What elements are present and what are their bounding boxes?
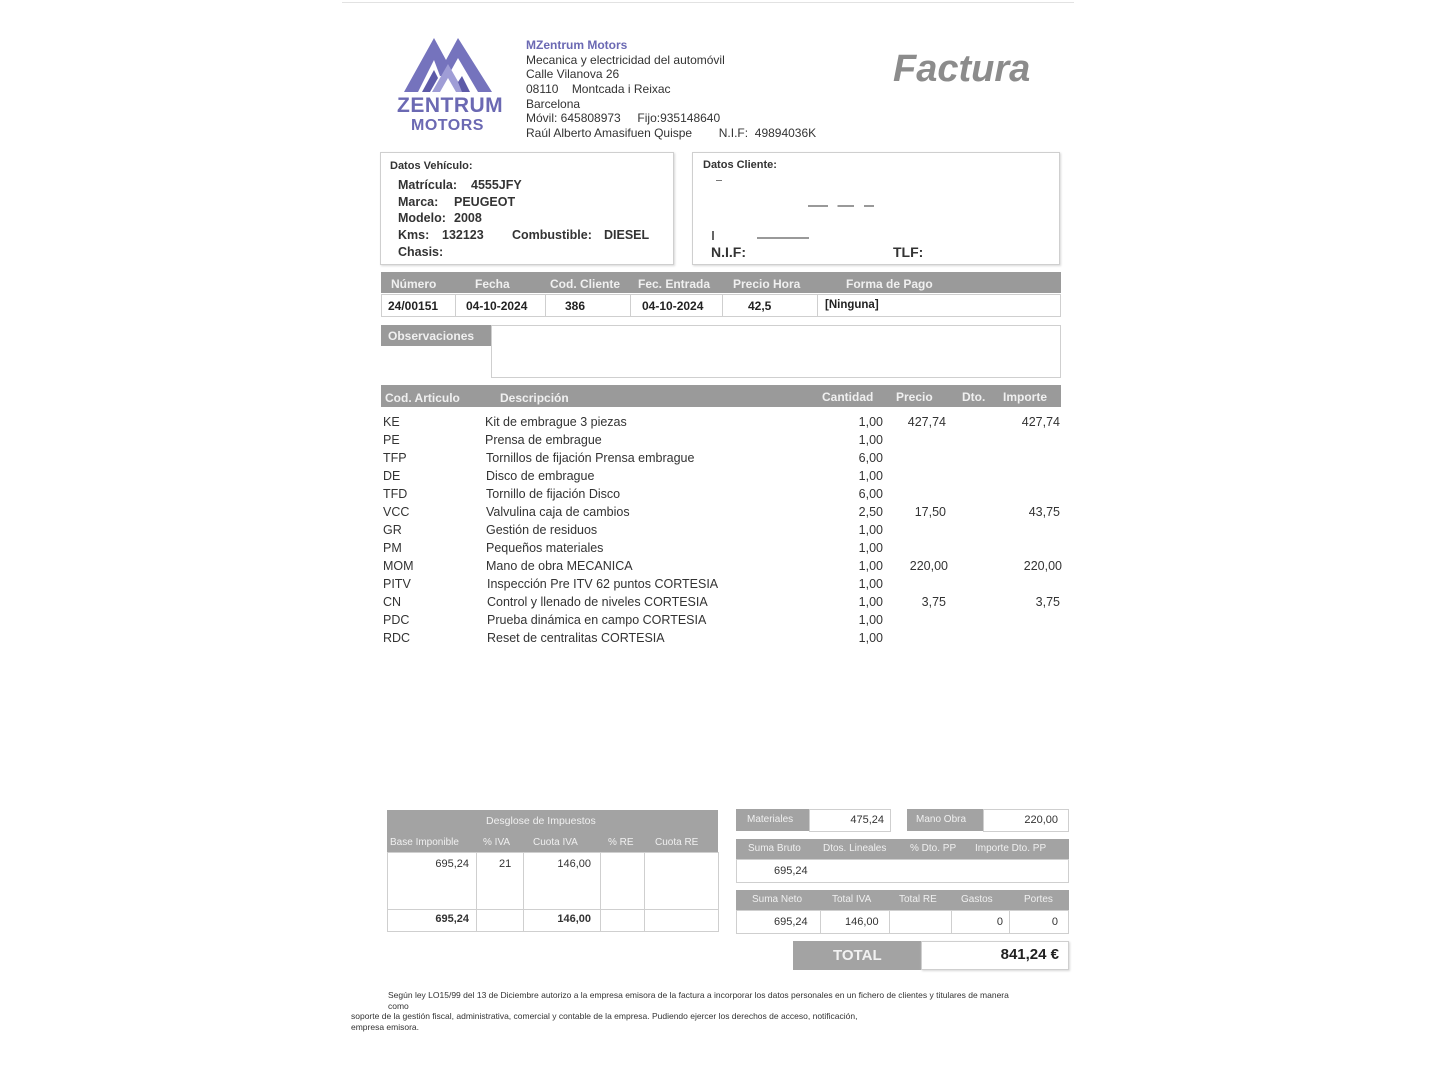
table-row: [0, 559, 1440, 577]
table-row: [0, 595, 1440, 613]
divider: [455, 294, 456, 316]
numero-value: 24/00151: [388, 299, 439, 313]
col-fec-entrada: Fec. Entrada: [638, 277, 711, 291]
portes-label: Portes: [1024, 894, 1053, 905]
total-iva-value: 146,00: [845, 916, 879, 928]
item-cod: PE: [383, 433, 400, 447]
divider: [722, 294, 723, 316]
dto-pp-label: % Dto. PP: [910, 843, 957, 854]
item-cantidad: 1,00: [858, 523, 883, 537]
items-header-bar: [381, 385, 1061, 407]
company-line: Raúl Alberto Amasifuen Quispe N.I.F: 49894036K: [526, 126, 817, 140]
suma-neto-label: Suma Neto: [752, 894, 803, 905]
col-fecha: Fecha: [475, 277, 510, 291]
table-row: [0, 433, 1440, 451]
mano-obra-label: Mano Obra: [916, 814, 967, 825]
item-precio: 427,74: [907, 415, 946, 429]
taxes-col-base: Base Imponible: [390, 837, 459, 848]
table-row: [0, 451, 1440, 469]
legal-text: soporte de la gestión fiscal, administrativa, comercial y contable de la empresa. Pudiendo ejercer los derechos de acceso, notificación,: [351, 1011, 858, 1021]
company-line: Mecanica y electricidad del automóvil: [526, 53, 725, 67]
item-cod: PITV: [383, 577, 411, 591]
col-numero: Número: [391, 277, 437, 291]
redaction-mark: [757, 237, 809, 239]
gastos-value: 0: [996, 916, 1003, 928]
items-col-cantidad: Cantidad: [822, 390, 874, 404]
item-cantidad: 1,00: [858, 541, 883, 555]
items-col-desc: Descripción: [500, 391, 569, 405]
item-cod: TFP: [383, 451, 407, 465]
item-importe: 43,75: [1028, 505, 1060, 519]
table-row: [0, 487, 1440, 505]
col-cod-cliente: Cod. Cliente: [550, 277, 621, 291]
item-importe: 427,74: [1021, 415, 1060, 429]
item-cantidad: 1,00: [858, 433, 883, 447]
cod-cliente-value: 386: [565, 299, 586, 313]
importe-dto-pp-label: Importe Dto. PP: [975, 843, 1047, 854]
kms-value: 132123: [442, 228, 484, 242]
item-desc: Inspección Pre ITV 62 puntos CORTESIA: [487, 577, 719, 591]
item-desc: Disco de embrague: [486, 469, 595, 483]
item-precio: 3,75: [921, 595, 946, 609]
item-desc: Tornillo de fijación Disco: [486, 487, 621, 501]
legal-text: empresa emisora.: [351, 1022, 420, 1032]
client-tlf-label: TLF:: [893, 244, 924, 260]
item-cantidad: 6,00: [858, 487, 883, 501]
observaciones-field: [491, 325, 1061, 378]
matricula-label: Matrícula:: [398, 178, 458, 192]
mano-obra-value: 220,00: [1024, 814, 1058, 826]
items-col-dto: Dto.: [962, 390, 986, 404]
item-cantidad: 1,00: [858, 631, 883, 645]
item-cod: KE: [383, 415, 400, 429]
matricula-value: 4555JFY: [471, 178, 522, 192]
modelo-value: 2008: [454, 211, 482, 225]
divider: [1009, 910, 1010, 933]
item-desc: Mano de obra MECANICA: [486, 559, 633, 573]
item-cantidad: 1,00: [858, 613, 883, 627]
suma-neto-value: 695,24: [774, 916, 808, 928]
divider: [820, 910, 821, 933]
tax-base-total: 695,24: [435, 913, 469, 925]
divider: [476, 852, 477, 931]
total-iva-label: Total IVA: [832, 894, 872, 905]
item-precio: 17,50: [914, 505, 946, 519]
company-line: Calle Vilanova 26: [526, 67, 620, 81]
divider: [951, 910, 952, 933]
divider: [387, 909, 718, 910]
item-cantidad: 1,00: [858, 559, 883, 573]
client-nif-label: N.I.F:: [711, 244, 746, 260]
item-cod: DE: [383, 469, 401, 483]
divider: [630, 294, 631, 316]
item-desc: Gestión de residuos: [486, 523, 598, 537]
item-cantidad: 1,00: [858, 577, 883, 591]
company-line: Móvil: 645808973 Fijo:935148640: [526, 111, 721, 125]
item-desc: Reset de centralitas CORTESIA: [487, 631, 665, 645]
logo-wordmark-sub: MOTORS: [411, 117, 484, 134]
portes-value: 0: [1051, 916, 1058, 928]
chasis-label: Chasis:: [398, 245, 444, 259]
tax-base-value: 695,24: [435, 858, 469, 870]
tax-cuota-iva-total: 146,00: [557, 913, 591, 925]
col-forma-pago: Forma de Pago: [846, 277, 933, 291]
combustible-value: DIESEL: [604, 228, 650, 242]
items-col-precio: Precio: [896, 390, 933, 404]
gastos-label: Gastos: [961, 894, 993, 905]
col-precio-hora: Precio Hora: [733, 277, 801, 291]
divider: [600, 852, 601, 931]
divider: [644, 852, 645, 931]
divider: [545, 294, 546, 316]
item-cod: TFD: [383, 487, 408, 501]
company-line: 08110 Montcada i Reixac: [526, 82, 671, 96]
vehicle-title: Datos Vehículo:: [390, 160, 473, 172]
taxes-col-re: % RE: [608, 837, 634, 848]
company-line: Barcelona: [526, 97, 581, 111]
redaction-mark: [716, 180, 722, 181]
kms-label: Kms:: [398, 228, 430, 242]
item-cod: RDC: [383, 631, 411, 645]
divider: [889, 910, 890, 933]
taxes-col-cuota-iva: Cuota IVA: [533, 837, 578, 848]
table-row: [0, 415, 1440, 433]
items-col-importe: Importe: [1003, 390, 1048, 404]
forma-pago-value: [Ninguna]: [825, 299, 879, 311]
item-desc: Prensa de embrague: [485, 433, 602, 447]
marca-value: PEUGEOT: [454, 195, 516, 209]
item-cod: PDC: [383, 613, 410, 627]
page-top-edge: [342, 2, 1074, 3]
taxes-col-cuota-re: Cuota RE: [655, 837, 699, 848]
tax-cuota-iva-value: 146,00: [557, 858, 591, 870]
item-desc: Valvulina caja de cambios: [486, 505, 630, 519]
table-row: [0, 631, 1440, 649]
taxes-title: Desglose de Impuestos: [486, 815, 596, 827]
suma-bruto-label: Suma Bruto: [748, 843, 801, 854]
client-title: Datos Cliente:: [703, 159, 777, 171]
item-desc: Tornillos de fijación Prensa embrague: [486, 451, 695, 465]
table-row: [0, 523, 1440, 541]
item-cod: GR: [383, 523, 402, 537]
total-label: TOTAL: [833, 947, 882, 964]
redaction-mark: [808, 205, 874, 207]
materiales-label: Materiales: [747, 814, 794, 825]
observaciones-label: Observaciones: [388, 329, 475, 343]
item-cantidad: 1,00: [858, 595, 883, 609]
item-desc: Prueba dinámica en campo CORTESIA: [487, 613, 707, 627]
item-cod: CN: [383, 595, 402, 609]
legal-text: Según ley LO15/99 del 13 de Diciembre autorizo a la empresa emisora de la factura a incorporar los datos personales en un fichero de clientes y titulares de manera: [388, 990, 1009, 1000]
item-cantidad: 6,00: [858, 451, 883, 465]
taxes-col-iva: % IVA: [483, 837, 511, 848]
item-desc: Control y llenado de niveles CORTESIA: [487, 595, 708, 609]
item-desc: Pequeños materiales: [486, 541, 604, 555]
total-value: 841,24 €: [1000, 946, 1059, 963]
item-cod: MOM: [383, 559, 414, 573]
item-cod: PM: [383, 541, 402, 555]
fecha-value: 04-10-2024: [466, 299, 528, 313]
item-cantidad: 2,50: [858, 505, 883, 519]
item-importe: 3,75: [1035, 595, 1060, 609]
item-cod: VCC: [383, 505, 410, 519]
marca-label: Marca:: [398, 195, 439, 209]
redaction-mark: [712, 231, 714, 240]
divider: [817, 294, 818, 316]
table-row: [0, 469, 1440, 487]
dtos-lineales-label: Dtos. Lineales: [823, 843, 887, 854]
suma-bruto-value: 695,24: [774, 865, 808, 877]
logo-wordmark: ZENTRUM: [397, 94, 504, 117]
total-re-label: Total RE: [899, 894, 937, 905]
modelo-label: Modelo:: [398, 211, 446, 225]
item-cantidad: 1,00: [858, 469, 883, 483]
items-col-cod: Cod. Articulo: [385, 391, 460, 405]
table-row: [0, 613, 1440, 631]
precio-hora-value: 42,5: [748, 299, 772, 313]
table-row: [0, 505, 1440, 523]
item-desc: Kit de embrague 3 piezas: [485, 415, 627, 429]
combustible-label: Combustible:: [512, 228, 592, 242]
tax-iva-value: 21: [499, 858, 512, 870]
materiales-value: 475,24: [850, 814, 884, 826]
table-row: [0, 577, 1440, 595]
legal-text: como: [388, 1001, 409, 1011]
fec-entrada-value: 04-10-2024: [642, 299, 704, 313]
item-importe: 220,00: [1023, 559, 1062, 573]
zentrum-logo-icon: [402, 30, 494, 94]
company-name: MZentrum Motors: [526, 38, 628, 52]
item-cantidad: 1,00: [858, 415, 883, 429]
table-row: [0, 541, 1440, 559]
document-title: Factura: [893, 48, 1031, 90]
item-precio: 220,00: [909, 559, 948, 573]
divider: [523, 852, 524, 931]
